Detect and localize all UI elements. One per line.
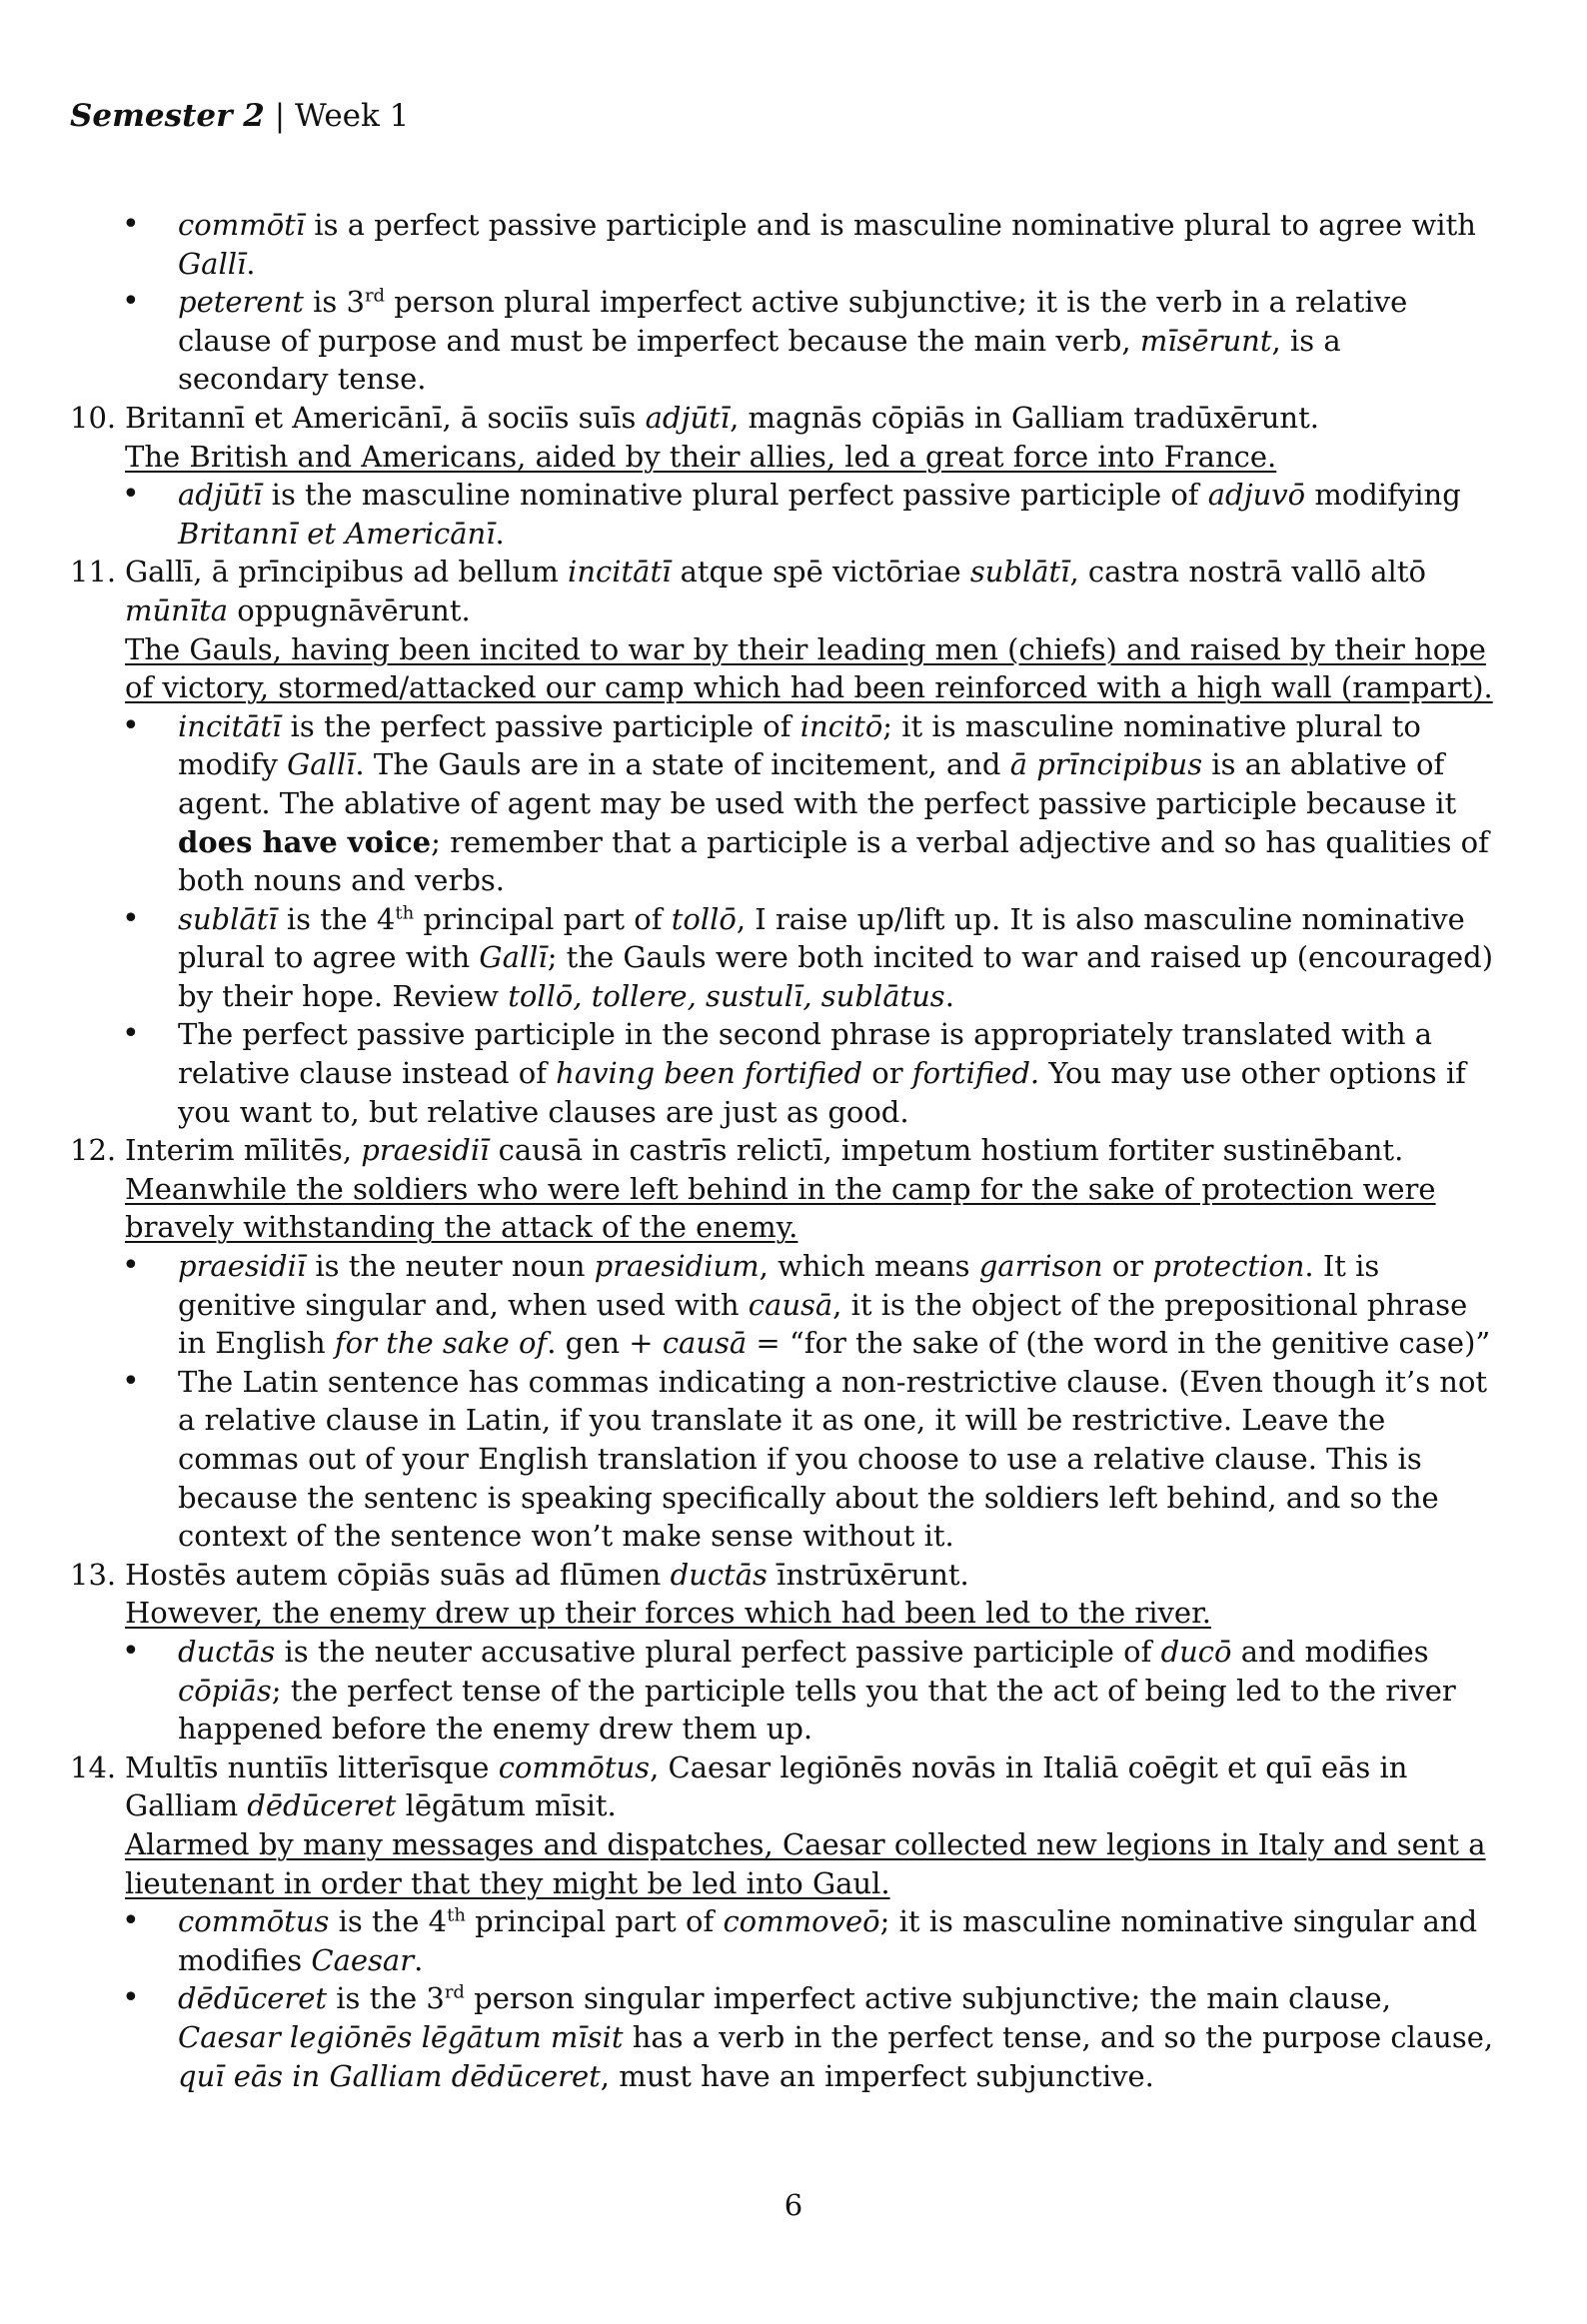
bullet-sublati: • sublātī is the 4th principal part of tollō, I raise up/lift up. It is also masculine nominative plural to agree with Gallī; the Gauls were both incited to war and raised up (encouraged) by their hope. Review tollō, tollere, sustulī, sublātus. [70, 900, 1499, 1016]
exercise-item-13 [70, 1556, 1499, 1633]
bullet-adjuti: • adjūtī is the masculine nominative plural perfect passive participle of adjuvō modifying Britannī et Americānī. [70, 476, 1499, 553]
english-translation: The British and Americans, aided by their allies, led a great force into France. [125, 439, 1277, 474]
bullet-ductas: • ductās is the neuter accusative plural perfect passive participle of ducō and modifies cōpiās; the perfect tense of the participle tells you that the act of being led to the river happened before the enemy drew them up. [70, 1633, 1499, 1748]
english-translation: The Gauls, having been incited to war by their leading men (chiefs) and raised by their hope of victory, stormed/attacked our camp which had been reinforced with a high wall (rampart). [125, 631, 1493, 705]
latin-sentence: Multīs nuntiīs litterīsque commōtus, Caesar legiōnēs novās in Italiā coēgit et quī eās in Galliam dēdūceret lēgātum mīsit. [125, 1749, 1408, 1823]
latin-sentence: Hostēs autem cōpiās suās ad flūmen ductās īnstrūxērunt. [125, 1557, 969, 1592]
page-number: 6 [784, 2188, 803, 2222]
page-header [70, 98, 409, 134]
english-translation: However, the enemy drew up their forces which had been led to the river. [125, 1596, 1211, 1631]
header-semester: Semester 2 [70, 98, 265, 134]
bullet-deduceret: • dēdūceret is the 3rd person singular imperfect active subjunctive; the main clause, Caesar legiōnēs lēgātum mīsit has a verb in the perfect tense, and so the purpose clause, quī eās in Galliam dēdūceret, must have an imperfect subjunctive. [70, 1979, 1499, 2095]
item-number: 10. [70, 400, 117, 435]
page-content [70, 206, 1499, 2095]
item-number: 11. [70, 555, 117, 589]
bullet-commotus: • commōtus is the 4th principal part of commoveō; it is masculine nominative singular and modifies Caesar. [70, 1902, 1499, 1979]
item-number: 14. [70, 1749, 117, 1784]
english-translation: Meanwhile the soldiers who were left behind in the camp for the sake of protection were bravely withstanding the attack of the enemy. [125, 1171, 1436, 1245]
header-week: Week 1 [295, 98, 410, 134]
header-separator: | [274, 98, 286, 134]
bullet-incitati: • incitātī is the perfect passive participle of incitō; it is masculine nominative plural to modify Gallī. The Gauls are in a state of incitement, and ā prīncipibus is an ablative of agent. The ablative of agent may be used with the perfect passive participle because it does have voice; remember that a participle is a verbal adjective and so has qualities of both nouns and verbs. [70, 707, 1499, 900]
exercise-item-11 [70, 553, 1499, 706]
english-translation: Alarmed by many messages and dispatches, Caesar collected new legions in Italy and sent a lieutenant in order that they might be led into Gaul. [125, 1826, 1486, 1900]
exercise-item-14 [70, 1748, 1499, 1902]
bullet-commas-note: • The Latin sentence has commas indicating a non-restrictive clause. (Even though it’s not a relative clause in Latin, if you translate it as one, it will be restrictive. Leave the commas out of your English translation if you choose to use a relative clause. This is because the sentenc is speaking specifically about the soldiers left behind, and so the context of the sentence won’t make sense without it. [70, 1363, 1499, 1556]
bullet-peterent: • peterent is 3rd person plural imperfect active subjunctive; it is the verb in a relative clause of purpose and must be imperfect because the main verb, mīsērunt, is a secondary tense. [70, 283, 1499, 399]
latin-sentence: Gallī, ā prīncipibus ad bellum incitātī atque spē victōriae sublātī, castra nostrā vallō altō mūnīta oppugnāvērunt. [125, 555, 1426, 627]
latin-sentence: Interim mīlitēs, praesidiī causā in castrīs relictī, impetum hostium fortiter sustinēbant. [125, 1133, 1404, 1168]
exercise-item-12 [70, 1131, 1499, 1247]
exercise-item-10 [70, 399, 1499, 476]
bullet-praesidii: • praesidiī is the neuter noun praesidium, which means garrison or protection. It is genitive singular and, when used with causā, it is the object of the prepositional phrase in English for the sake of. gen + causā = “for the sake of (the word in the genitive case)” [70, 1247, 1499, 1363]
item-number: 12. [70, 1133, 117, 1168]
bullet-relative-clause-note: • The perfect passive participle in the second phrase is appropriately translated with a relative clause instead of having been fortified or fortified. You may use other options if you want to, but relative clauses are just as good. [70, 1015, 1499, 1131]
bullet-commoti: • commōtī is a perfect passive participle and is masculine nominative plural to agree with Gallī. [70, 206, 1499, 283]
latin-sentence: Britannī et Americānī, ā sociīs suīs adjūtī, magnās cōpiās in Galliam tradūxērunt. [125, 400, 1319, 435]
item-number: 13. [70, 1557, 117, 1592]
